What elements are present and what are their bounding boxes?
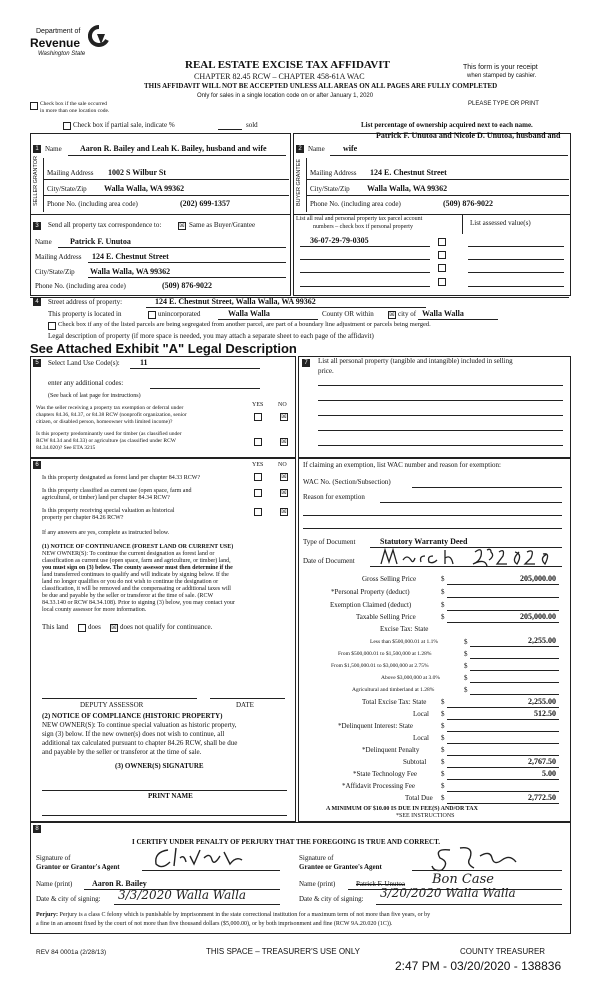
s6-q1: Is this property designated as forest land per chapter 84.33 RCW? xyxy=(42,475,201,481)
buyer-name-line xyxy=(330,155,568,156)
personal-label: *Personal Property (deduct) xyxy=(331,588,410,596)
grantee-print-handwritten: Bon Case xyxy=(432,872,494,887)
grantee-sig-label-2: Grantee or Grantee's Agent xyxy=(299,863,382,871)
unincorporated-checkbox[interactable] xyxy=(148,311,156,319)
grantor-date-city[interactable]: 3/3/2020 Walla Walla xyxy=(118,888,247,902)
seller-city-label: City/State/Zip xyxy=(47,185,87,193)
form-number: REV 84 0001a (2/28/13) xyxy=(36,949,107,956)
land-does-checkbox[interactable] xyxy=(78,624,86,632)
tech-fee-value[interactable]: 5.00 xyxy=(542,769,556,778)
total-due-label: Total Due xyxy=(405,794,433,802)
minimum-fee-note: A MINIMUM OF $10.00 IS DUE IN FEE(S) AND/OR TAX xyxy=(326,806,478,812)
tier3-label: From $1,500,000.01 to $3,000,000 at 2.75% xyxy=(331,663,429,669)
seller-phone-label: Phone No. (including area code) xyxy=(47,200,138,208)
receipt-note-1: This form is your receipt xyxy=(463,64,538,71)
affidavit-fee-label: *Affidavit Processing Fee xyxy=(342,782,415,790)
s6-q2-yes-checkbox[interactable] xyxy=(254,489,262,497)
notice2-line2: sign (3) below. If the new owner(s) does not wish to continue, all xyxy=(42,730,225,738)
parcels-divider xyxy=(462,214,463,234)
correspondence-label: Send all property tax correspondence to: xyxy=(48,221,162,229)
taxable-label: Taxable Selling Price xyxy=(356,613,416,621)
penalty-dollar: $ xyxy=(441,746,445,754)
exhibit-title: See Attached Exhibit "A" Legal Description xyxy=(30,341,297,356)
section-5-badge: 5 xyxy=(33,359,41,367)
assessed-line-4 xyxy=(468,286,564,287)
parcel-line-2 xyxy=(300,259,430,260)
grantor-date-label: Date & city of signing: xyxy=(36,895,101,903)
seller-side-label: SELLER GRANTOR xyxy=(33,155,39,206)
s5-q1-1: Was the seller receiving a property tax exemption or deferral under xyxy=(36,405,184,411)
receipt-note-2: when stamped by cashier. xyxy=(467,73,537,79)
date-line xyxy=(210,698,285,699)
perjury-line-1: Perjury is a class C felony which is punishable by imprisonment in the state correctional institution for a maximum term of not more than five years, or by xyxy=(59,912,431,918)
gross-dollar: $ xyxy=(441,575,445,583)
affidavit-fee-dollar: $ xyxy=(441,782,445,790)
grantee-date-city[interactable]: 3/20/2020 Walla Walla xyxy=(380,886,516,900)
owner-signature-label: (3) OWNER(S) SIGNATURE xyxy=(115,762,204,770)
corr-address-line xyxy=(88,262,286,263)
assessed-line-2 xyxy=(468,259,564,260)
subtotal-label: Subtotal xyxy=(403,758,427,766)
print-name-label: PRINT NAME xyxy=(148,792,193,800)
seller-name[interactable]: Aaron R. Bailey and Leah K. Bailey, husband and wife xyxy=(80,144,267,153)
seller-city-line xyxy=(44,195,289,196)
grantee-name-print-label: Name (print) xyxy=(299,880,336,888)
exemption-claimed-label: Exemption Claimed (deduct) xyxy=(330,601,412,609)
wac-line[interactable] xyxy=(412,487,562,488)
logo-line3: Washington State xyxy=(38,51,86,57)
s5-q1-2: chapters 84.36, 84.37, or 84.38 RCW (nonprofit organization, senior xyxy=(36,412,187,418)
logo-line2: Revenue xyxy=(30,36,81,50)
buyer-address-label: Mailing Address xyxy=(310,169,357,177)
perjury-text-2: a fine in an amount fixed by the court of not more than five thousand dollars ($5,000.00), or by both imprisonment and fine (RCW 9A.20.020 (1C)). xyxy=(36,921,393,927)
tier4-label: Above $3,000,000 at 3.0% xyxy=(381,675,440,681)
buyer-city-label: City/State/Zip xyxy=(310,185,350,193)
s6-q1-no-checkbox[interactable]: ☒ xyxy=(281,473,287,480)
seller-address-label: Mailing Address xyxy=(47,169,94,177)
buyer-address[interactable]: 124 E. Chestnut Street xyxy=(370,168,447,177)
section-7-box xyxy=(298,356,571,458)
tier1-line xyxy=(470,646,559,647)
assessed-line-1 xyxy=(468,246,564,247)
local-value[interactable]: 512.50 xyxy=(534,709,556,718)
seller-name-line xyxy=(68,155,286,156)
city-line xyxy=(418,319,498,320)
s6-q1-yes-checkbox[interactable] xyxy=(254,473,262,481)
county-line xyxy=(218,319,318,320)
see-back-note: (See back of last page for instructions) xyxy=(48,393,141,399)
local-dollar: $ xyxy=(441,710,445,718)
logo-line1: Department of xyxy=(36,28,81,35)
s6-q2-2: agricultural, or timber) land per chapter 84.34 RCW? xyxy=(42,495,170,501)
s5-no-header: NO xyxy=(278,402,287,408)
parcel-1[interactable]: 36-07-29-79-0305 xyxy=(310,236,369,245)
buyer-name-1[interactable]: Patrick F. Unutoa and Nicole D. Unutoa, husband and xyxy=(376,131,561,140)
s6-q3-2: property per chapter 84.26 RCW? xyxy=(42,515,124,521)
subtotal-dollar: $ xyxy=(441,758,445,766)
notice1-line8: 84.33.140 or RCW 84.34.108). Prior to signing (3) below, you may contact your xyxy=(42,600,235,606)
buyer-city-line xyxy=(307,195,569,196)
land-use-label: Select Land Use Code(s): xyxy=(48,359,120,367)
street-label: Street address of property: xyxy=(48,298,123,306)
additional-codes-label: enter any additional codes: xyxy=(48,379,124,387)
notice1-line3: you must sign on (3) below. The county assessor must then determine if the xyxy=(42,565,233,571)
notice1-line2: classification as current use (open space, farm and agriculture, or timber) land, xyxy=(42,558,231,564)
delinq-state-label: *Delinquent Interest: State xyxy=(338,722,414,730)
same-as-buyer-checkbox[interactable]: ☒ xyxy=(179,222,185,229)
corr-city-label: City/State/Zip xyxy=(35,268,75,276)
tech-fee-label: *State Technology Fee xyxy=(353,770,417,778)
reason-line-2[interactable] xyxy=(303,515,562,516)
buyer-name-2[interactable]: wife xyxy=(343,144,358,153)
corr-address-label: Mailing Address xyxy=(35,253,82,261)
local-label: Local xyxy=(413,710,429,718)
s5-q2-yes-checkbox[interactable] xyxy=(254,438,262,446)
s6-q2-no-checkbox[interactable]: ☒ xyxy=(281,489,287,496)
delinq-local-dollar: $ xyxy=(441,734,445,742)
reason-line-1[interactable] xyxy=(380,502,562,503)
seller-address-line xyxy=(44,179,289,180)
total-excise-line xyxy=(447,707,559,708)
reason-line-3[interactable] xyxy=(303,528,562,529)
multi-location-label-1: Check box if the sale occurred xyxy=(40,101,108,107)
section-1-badge: 1 xyxy=(33,145,41,153)
corr-phone[interactable]: (509) 876-9022 xyxy=(162,281,212,290)
buyer-name-label: Name xyxy=(308,145,325,153)
form-title: REAL ESTATE EXCISE TAX AFFIDAVIT xyxy=(185,59,390,71)
total-excise-dollar: $ xyxy=(441,698,445,706)
s5-q2-1: Is this property predominantly used for timber (as classified under xyxy=(36,431,182,437)
notice1-line6: classification, it will be removed and the compensating or additional taxes will xyxy=(42,586,231,592)
this-land-label: This land xyxy=(42,623,69,631)
buyer-address-line xyxy=(307,179,569,180)
date-of-doc-label: Date of Document xyxy=(303,557,355,565)
grantor-date-line xyxy=(114,904,280,905)
buyer-phone[interactable]: (509) 876-9022 xyxy=(443,199,493,208)
section-6-badge: 6 xyxy=(33,461,41,469)
notice2-line3: additional tax calculated pursuant to chapter 84.26 RCW, shall be due xyxy=(42,739,238,747)
local-line xyxy=(447,719,559,720)
tier1-label: Less than $500,000.01 at 1.1% xyxy=(370,639,438,645)
county-treasurer: COUNTY TREASURER xyxy=(460,947,546,956)
notice2-line1: NEW OWNER(S): To continue special valuation as historic property, xyxy=(42,721,237,729)
corr-name-line xyxy=(58,247,286,248)
parcel-1-checkbox[interactable] xyxy=(438,238,446,246)
buyer-side-divider xyxy=(306,158,307,212)
tier5-label: Agricultural and timberland at 1.28% xyxy=(352,687,435,693)
corr-phone-label: Phone No. (including area code) xyxy=(35,282,126,290)
total-excise-value[interactable]: 2,255.00 xyxy=(528,697,556,706)
s6-yes-header: YES xyxy=(252,462,264,468)
personal-line[interactable] xyxy=(447,597,559,598)
sales-note: Only for sales in a single location code on or after January 1, 2020 xyxy=(197,93,374,99)
tier1-value[interactable]: 2,255.00 xyxy=(528,636,556,645)
penalty-line[interactable] xyxy=(447,755,559,756)
located-label: This property is located in xyxy=(48,310,122,318)
personal-property-line-1 xyxy=(318,385,563,386)
parcels-header-1: List all real and personal property tax parcel account xyxy=(296,216,423,222)
personal-property-line-4 xyxy=(318,430,563,431)
buyer-phone-label: Phone No. (including area code) xyxy=(310,200,401,208)
s5-q1-yes-checkbox[interactable] xyxy=(254,413,262,421)
penalty-label: *Delinquent Penalty xyxy=(362,746,420,754)
tier2-dollar: $ xyxy=(464,650,468,658)
taxable-value[interactable]: 205,000.00 xyxy=(520,612,556,621)
personal-property-line-2 xyxy=(318,400,563,401)
corr-name[interactable]: Patrick F. Unutoa xyxy=(70,237,131,246)
section-3-badge: 3 xyxy=(33,222,41,230)
land-does-not-checkbox[interactable]: ☒ xyxy=(111,624,117,631)
logo-swoosh-icon xyxy=(88,24,110,48)
buyer-side-label: BUYER GRANTEE xyxy=(296,158,302,206)
section-7-badge: 7 xyxy=(302,359,310,367)
segregated-checkbox[interactable] xyxy=(48,322,56,330)
grantor-sig-line xyxy=(142,870,280,871)
total-due-line xyxy=(447,803,559,804)
parcels-header-2: numbers – check box if personal property xyxy=(313,224,413,230)
date-of-doc-line xyxy=(370,566,562,567)
type-of-doc-value[interactable]: Statutory Warranty Deed xyxy=(380,537,468,546)
tier3-dollar: $ xyxy=(464,662,468,670)
s5-q2-2: RCW 84.34 and 84.33) or agriculture (as classified under RCW xyxy=(36,438,176,444)
print-name-line[interactable] xyxy=(42,815,287,816)
tier1-dollar: $ xyxy=(464,638,468,646)
gross-label: Gross Selling Price xyxy=(362,575,417,583)
same-as-buyer-label: Same as Buyer/Grantee xyxy=(189,221,256,229)
land-does-label: does xyxy=(88,623,101,631)
city-of-label: city of xyxy=(398,310,417,318)
section-4-badge: 4 xyxy=(33,298,41,306)
gross-value[interactable]: 205,000.00 xyxy=(520,574,556,583)
owner-signature-line[interactable] xyxy=(42,790,287,791)
date-label: DATE xyxy=(236,701,254,709)
exemption-label: If claiming an exemption, list WAC number and reason for exemption: xyxy=(303,461,501,469)
parcel-line-1 xyxy=(300,246,430,247)
corr-name-label: Name xyxy=(35,238,52,246)
subtotal-line xyxy=(447,767,559,768)
notice1-line1: NEW OWNER(S): To continue the current designation as forest land or xyxy=(42,551,215,557)
multi-location-checkbox[interactable] xyxy=(30,102,38,110)
total-due-dollar: $ xyxy=(441,794,445,802)
buyer-city[interactable]: Walla Walla, WA 99362 xyxy=(367,184,448,193)
partial-sale-label: Check box if partial sale, indicate % xyxy=(73,121,175,129)
personal-property-label-2: price. xyxy=(318,367,334,375)
grantor-name-print-label: Name (print) xyxy=(36,880,73,888)
personal-property-label-1: List all personal property (tangible and intangible) included in selling xyxy=(318,357,513,365)
grantee-sig-label-1: Signature of xyxy=(299,854,334,862)
subtotal-value[interactable]: 2,767.50 xyxy=(528,757,556,766)
county-or-within: County OR within xyxy=(322,310,374,318)
parcel-3-checkbox[interactable] xyxy=(438,264,446,272)
tier4-line xyxy=(470,682,559,683)
affidavit-fee-line[interactable] xyxy=(447,791,559,792)
corr-city[interactable]: Walla Walla, WA 99362 xyxy=(90,267,171,276)
date-of-doc-value xyxy=(400,570,406,571)
recording-stamp: 2:47 PM - 03/20/2020 - 138836 xyxy=(395,959,562,973)
perjury-text-1 xyxy=(36,912,430,918)
city-checkbox[interactable]: ☒ xyxy=(389,311,395,318)
delinq-local-label: Local xyxy=(413,734,429,742)
delinq-local-line[interactable] xyxy=(447,743,559,744)
property-city[interactable]: Walla Walla xyxy=(422,309,464,318)
tech-fee-line xyxy=(447,779,559,780)
treasurer-use: THIS SPACE – TREASURER'S USE ONLY xyxy=(206,947,361,956)
personal-property-line-3 xyxy=(318,415,563,416)
grantor-sig-label-2: Grantor or Grantor's Agent xyxy=(36,863,120,871)
s6-q2-1: Is this property classified as current use (open space, farm and xyxy=(42,488,192,494)
tech-fee-dollar: $ xyxy=(441,770,445,778)
gross-line xyxy=(447,584,559,585)
parcel-line-4 xyxy=(300,286,430,287)
s5-q1-3: citizen, or disabled person, homeowner with limited income)? xyxy=(36,419,173,425)
unincorporated-label: unincorporated xyxy=(158,310,201,318)
see-instructions: *SEE INSTRUCTIONS xyxy=(396,813,455,819)
tier4-dollar: $ xyxy=(464,674,468,682)
land-use-line xyxy=(130,368,260,369)
parcel-4-checkbox[interactable] xyxy=(438,278,446,286)
assessed-header: List assessed value(s) xyxy=(470,219,531,227)
personal-property-line-5 xyxy=(318,445,563,446)
deputy-assessor-label: DEPUTY ASSESSOR xyxy=(80,701,144,709)
reason-label: Reason for exemption xyxy=(303,493,365,501)
section-2-badge: 2 xyxy=(296,145,304,153)
revenue-logo xyxy=(30,24,120,58)
seller-side-divider xyxy=(43,158,44,212)
notice1-line5: land no longer qualifies or you do not wish to continue the designation or xyxy=(42,579,219,585)
notice1-title: (1) NOTICE OF CONTINUANCE (FOREST LAND OR CURRENT USE) xyxy=(42,544,234,550)
form-warning: THIS AFFIDAVIT WILL NOT BE ACCEPTED UNLESS ALL AREAS ON ALL PAGES ARE FULLY COMPLETED xyxy=(144,82,498,90)
tier3-line xyxy=(470,670,559,671)
tier5-dollar: $ xyxy=(464,686,468,694)
taxable-dollar: $ xyxy=(441,613,445,621)
form-subtitle: CHAPTER 82.45 RCW – CHAPTER 458-61A WAC xyxy=(194,72,365,81)
segregated-label: Check box if any of the listed parcels are being segregated from another parcel, are part of a boundary line adjustment or parcels being merged. xyxy=(58,321,431,328)
tier2-label: From $500,000.01 to $1,500,000 at 1.28% xyxy=(338,651,432,657)
notice2-title: (2) NOTICE OF COMPLIANCE (HISTORIC PROPERTY) xyxy=(42,712,223,720)
parcel-line-3 xyxy=(300,272,430,273)
notice1-line4: land transferred continues to qualify and will indicate by signing below. If the xyxy=(42,572,229,578)
notice2-line4: and payable by the seller or transferor at the time of sale. xyxy=(42,748,202,756)
grantee-date-label: Date & city of signing: xyxy=(299,895,364,903)
certify-statement: I CERTIFY UNDER PENALTY OF PERJURY THAT THE FOREGOING IS TRUE AND CORRECT. xyxy=(132,838,441,846)
deputy-line xyxy=(42,698,197,699)
seller-address[interactable]: 1002 S Wilbur St xyxy=(108,168,167,177)
s5-yes-header: YES xyxy=(252,402,264,408)
corr-city-line xyxy=(88,277,286,278)
s6-q3-1: Is this property receiving special valuation as historical xyxy=(42,508,175,514)
s5-q2-no-checkbox[interactable]: ☒ xyxy=(281,438,287,445)
type-or-print: PLEASE TYPE OR PRINT xyxy=(468,101,539,107)
grantor-print-name[interactable]: Aaron R. Bailey xyxy=(92,879,147,888)
s5-q1-no-checkbox[interactable]: ☒ xyxy=(281,413,287,420)
notice1-line9: local county assessor for more information. xyxy=(42,607,147,613)
s6-q3-yes-checkbox[interactable] xyxy=(254,508,262,516)
wac-label: WAC No. (Section/Subsection) xyxy=(303,478,391,486)
grantee-print-name[interactable]: Patrick F. Unutoa xyxy=(356,880,406,888)
parcel-2-checkbox[interactable] xyxy=(438,251,446,259)
perjury-label: Perjury: xyxy=(36,912,58,918)
seller-phone[interactable]: (202) 699-1357 xyxy=(180,199,230,208)
multi-location-label-2: in more than one location code. xyxy=(40,108,110,114)
partial-sold-label: sold xyxy=(246,121,258,129)
property-street[interactable]: 124 E. Chestnut Street, Walla Walla, WA 99362 xyxy=(155,297,316,306)
s6-no-header: NO xyxy=(278,462,287,468)
delinq-state-dollar: $ xyxy=(441,722,445,730)
grantee-date-line xyxy=(376,904,562,905)
exemption-dollar: $ xyxy=(441,601,445,609)
tier5-line xyxy=(470,694,559,695)
excise-label: Excise Tax: State xyxy=(380,625,429,633)
s6-if-yes: If any answers are yes, complete as instructed below. xyxy=(42,530,170,536)
tier2-line xyxy=(470,658,559,659)
partial-sale-checkbox[interactable] xyxy=(63,122,71,130)
seller-city[interactable]: Walla Walla, WA 99362 xyxy=(104,184,185,193)
corr-address[interactable]: 124 E. Chestnut Street xyxy=(92,252,169,261)
street-line xyxy=(146,307,426,308)
ownership-note: List percentage of ownership acquired next to each name. xyxy=(361,121,533,129)
seller-name-label: Name xyxy=(45,145,62,153)
notice1-line7: be due and payable by the seller or transferor at the time of sale. (RCW xyxy=(42,593,214,599)
s5-q2-3: 84.34.020)? See ETA 3215 xyxy=(36,445,96,451)
section-8-badge: 8 xyxy=(33,825,41,833)
exemption-line[interactable] xyxy=(447,610,559,611)
taxable-line xyxy=(447,622,559,623)
delinq-state-line[interactable] xyxy=(447,731,559,732)
partial-sale-percent-line[interactable] xyxy=(218,129,242,130)
grantor-sig-label-1: Signature of xyxy=(36,854,71,862)
total-excise-label: Total Excise Tax: State xyxy=(362,698,427,706)
additional-codes-line xyxy=(150,388,260,389)
personal-dollar: $ xyxy=(441,588,445,596)
type-of-doc-label: Type of Document xyxy=(303,538,356,546)
total-due-value[interactable]: 2,772.50 xyxy=(528,793,556,802)
grantee-sig-line xyxy=(412,870,562,871)
legal-label: Legal description of property (if more space is needed, you may attach a separate sheet to each page of the affidavit) xyxy=(48,332,374,340)
assessed-line-3 xyxy=(468,272,564,273)
property-county[interactable]: Walla Walla xyxy=(228,309,270,318)
land-use-code[interactable]: 11 xyxy=(140,358,148,367)
s6-q3-no-checkbox[interactable]: ☒ xyxy=(281,508,287,515)
land-does-not-label: does not qualify for continuance. xyxy=(120,623,213,631)
